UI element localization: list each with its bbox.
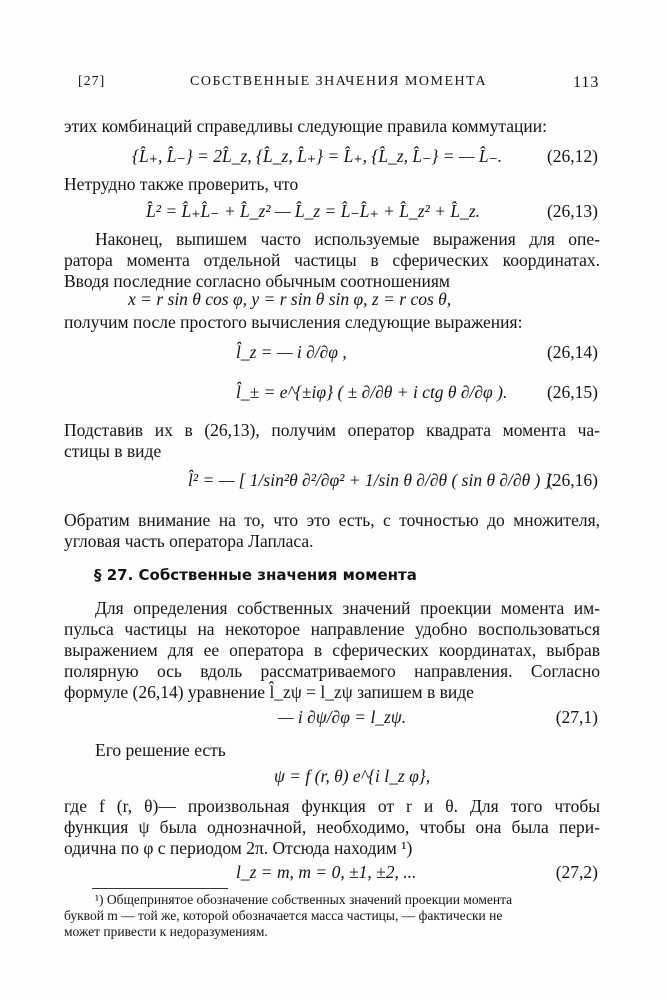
text-line: получим после простого вычисления следующие выражения: xyxy=(64,312,523,332)
section-heading: § 27. Собственные значения момента xyxy=(94,566,417,584)
footnote-line: ¹) Общепринятое обозначение собственных значений проекции момента xyxy=(95,892,513,907)
equation-spherical-coords: x = r sin θ cos φ, y = r sin θ sin φ, z = r cos θ, xyxy=(128,289,452,309)
text-line: ратора момента отдельной частицы в сферических координатах. xyxy=(64,250,600,270)
text-line: Наконец, выпишем часто используемые выражения для опе- xyxy=(95,229,600,249)
text-line: Его решение есть xyxy=(95,740,226,760)
page-number: 113 xyxy=(573,74,600,91)
equation-26-13: L̂² = L̂₊L̂₋ + L̂_z² — L̂_z = L̂₋L̂₊ + L̂_z² + L̂_z. xyxy=(146,201,481,221)
text-line: угловая часть оператора Лапласа. xyxy=(64,531,314,551)
header-section-ref: [27] xyxy=(78,74,106,89)
text-line: стицы в виде xyxy=(64,441,162,461)
text-line: Подставив их в (26,13), получим оператор квадрата момента ча- xyxy=(64,420,600,440)
footnote-line: буквой m — той же, которой обозначается масса частицы, — фактически не xyxy=(64,908,503,923)
equation-26-14: l̂_z = — i ∂/∂φ , xyxy=(236,342,347,362)
equation-number: (26,13) xyxy=(546,201,598,221)
equation-26-12: {L̂₊, L̂₋} = 2L̂_z, {L̂_z, L̂₊} = L̂₊, {L̂_z, L̂₋} = — L̂₋. xyxy=(132,146,503,166)
text-line: Для определения собственных значений проекции момента им- xyxy=(95,598,600,618)
text-line: Нетрудно также проверить, что xyxy=(64,174,299,194)
text-line: Обратим внимание на то, что это есть, с точностью до множителя, xyxy=(64,510,600,530)
footnote-rule xyxy=(92,888,228,889)
text-line: формуле (26,14) уравнение l̂_zψ = l_zψ запишем в виде xyxy=(64,682,474,702)
text-line: пульса частицы на некоторое направление удобно воспользоваться xyxy=(64,619,600,639)
equation-number: (27,2) xyxy=(555,862,598,882)
equation-26-15: l̂_± = e^{±iφ} ( ± ∂/∂θ + i ctg θ ∂/∂φ ). xyxy=(236,382,508,402)
equation-26-16: l̂² = — [ 1/sin²θ ∂²/∂φ² + 1/sin θ ∂/∂θ ( sin θ ∂/∂θ ) ]. xyxy=(188,470,556,490)
equation-27-1: — i ∂ψ/∂φ = l_zψ. xyxy=(278,707,407,727)
text-line: где f (r, θ)— произвольная функция от r и θ. Для того чтобы xyxy=(64,796,600,816)
equation-number: (26,16) xyxy=(546,470,598,490)
equation-solution: ψ = f (r, θ) e^{i l_z φ}, xyxy=(274,766,431,786)
equation-number: (26,12) xyxy=(546,146,598,166)
running-title: СОБСТВЕННЫЕ ЗНАЧЕНИЯ МОМЕНТА xyxy=(190,74,488,89)
text-line: функция ψ была однозначной, необходимо, чтобы она была пери- xyxy=(64,817,600,837)
text-line: одична по φ с периодом 2π. Отсюда находим ¹) xyxy=(64,838,413,858)
equation-number: (26,15) xyxy=(546,382,598,402)
footnote-line: может привести к недоразумениям. xyxy=(64,924,268,939)
text-line: Вводя последние согласно обычным соотношениям xyxy=(64,271,450,291)
equation-number: (27,1) xyxy=(555,707,598,727)
equation-27-2: l_z = m, m = 0, ±1, ±2, ... xyxy=(236,862,417,882)
text-line: выражением для ее оператора в сферических координатах, выбрав xyxy=(64,640,600,660)
equation-number: (26,14) xyxy=(546,342,598,362)
text-line: этих комбинаций справедливы следующие правила коммутации: xyxy=(64,116,548,136)
text-line: полярную ось вдоль рассматриваемого направления. Согласно xyxy=(64,661,600,681)
